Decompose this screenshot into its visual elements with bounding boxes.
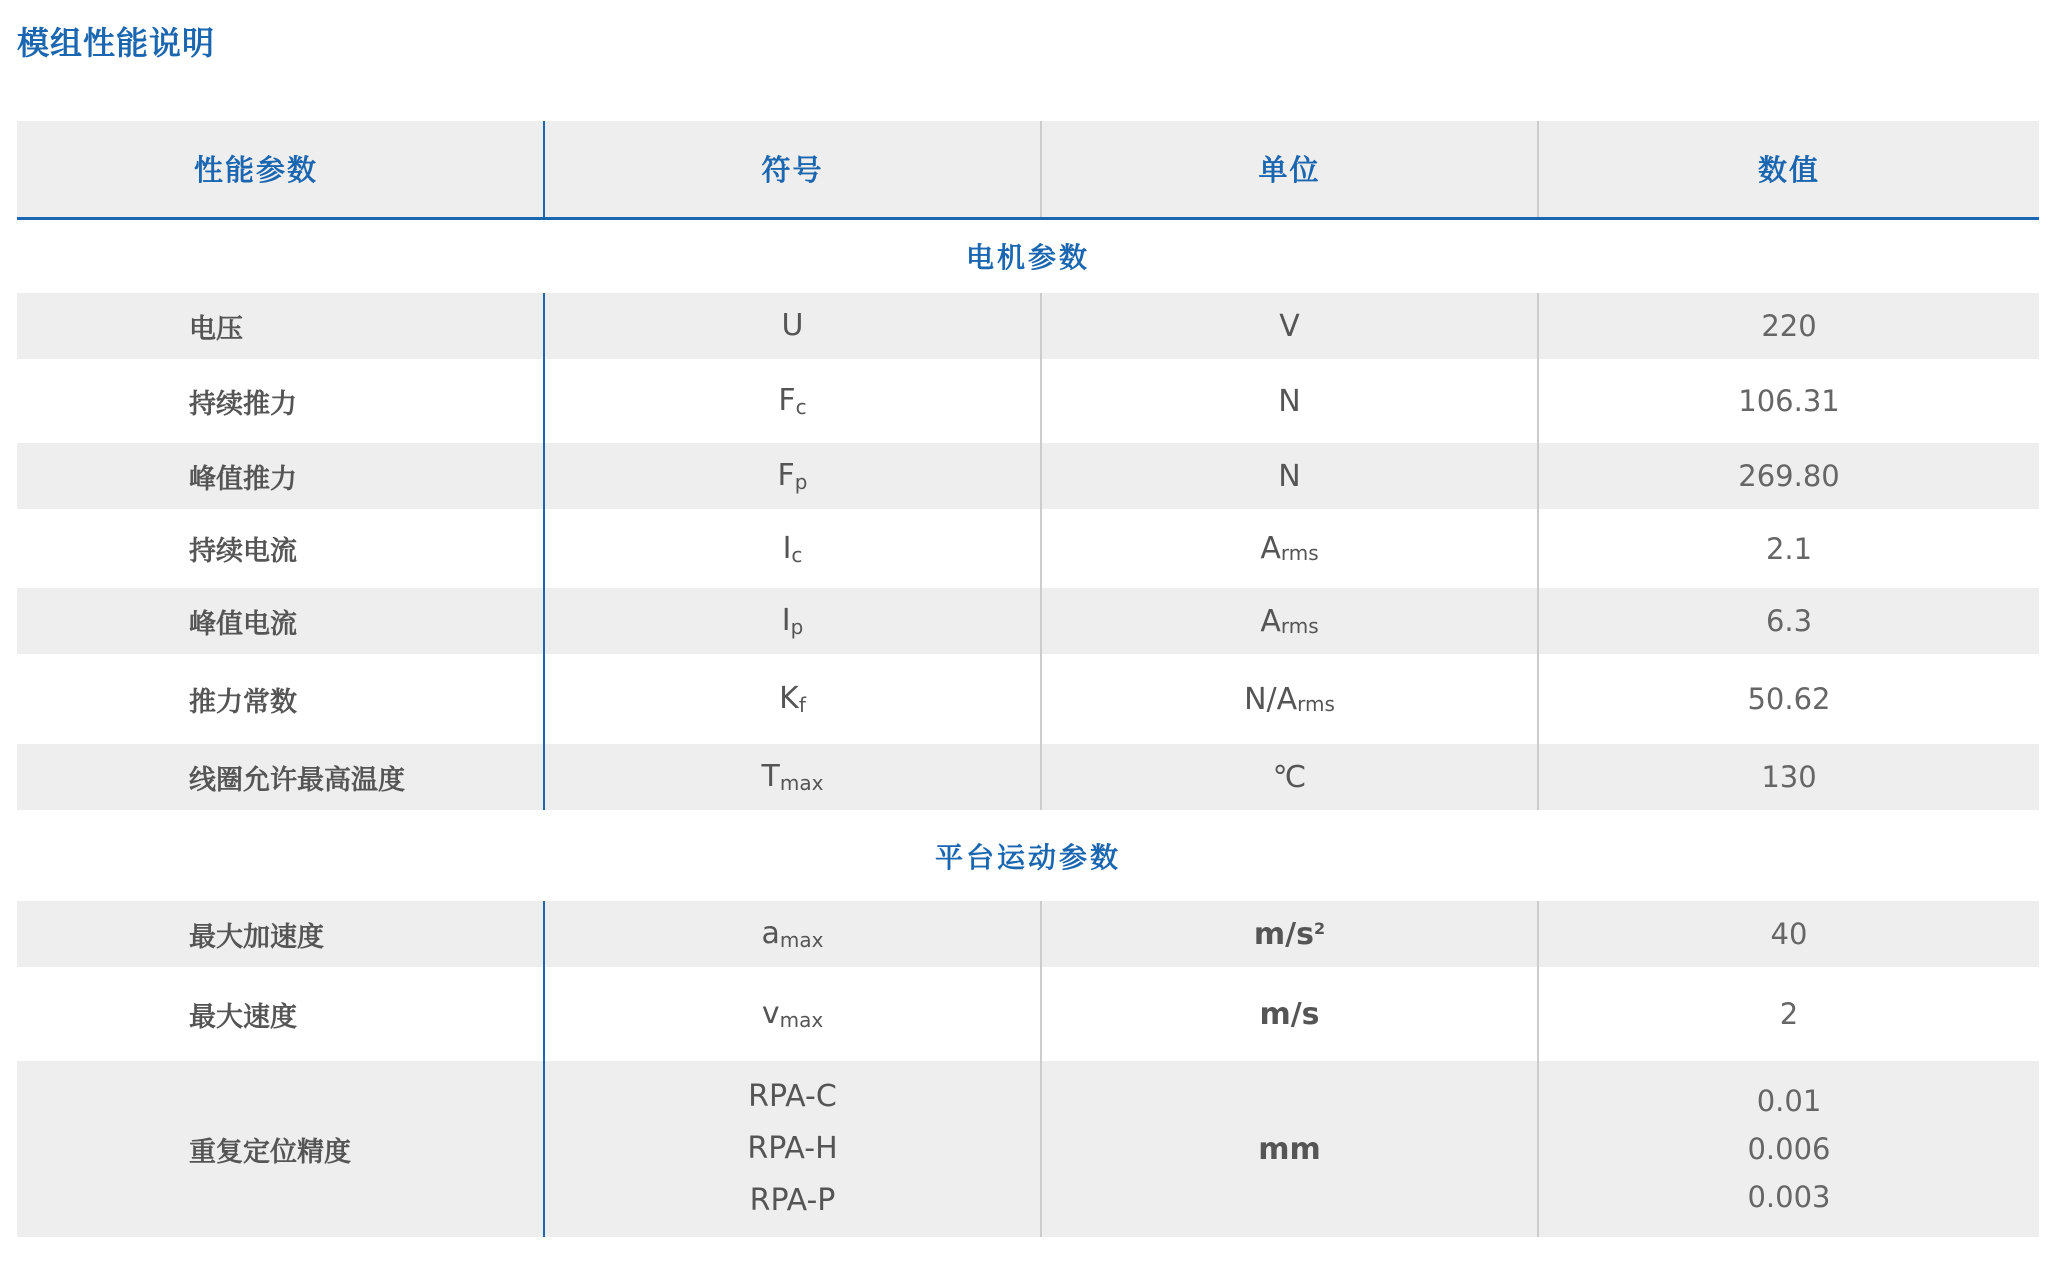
unit-main: N xyxy=(1278,383,1301,419)
symbol-cell xyxy=(544,443,1041,509)
unit-main: ℃ xyxy=(1272,759,1307,795)
section-title-motor: 电机参数 xyxy=(17,218,2039,293)
unit-cell xyxy=(1041,1061,1538,1237)
symbol-sub: max xyxy=(779,771,824,795)
symbol-cell xyxy=(544,744,1041,810)
unit-cell xyxy=(1041,509,1538,588)
unit-main: V xyxy=(1279,308,1300,344)
unit-cell xyxy=(1041,654,1538,744)
symbol-sub: c xyxy=(795,395,807,419)
symbol-cell xyxy=(544,359,1041,443)
param-label: 线圈允许最高温度 xyxy=(17,744,544,810)
unit-sub: rms xyxy=(1280,541,1319,565)
symbol-sub: p xyxy=(790,615,804,639)
table-row xyxy=(17,654,2039,744)
param-label: 峰值推力 xyxy=(17,443,544,509)
value-cell: 130 xyxy=(1538,744,2039,810)
unit-cell xyxy=(1041,744,1538,810)
unit-cell xyxy=(1041,588,1538,654)
param-label: 峰值电流 xyxy=(17,588,544,654)
value-cell: 50.62 xyxy=(1538,654,2039,744)
param-label: 重复定位精度 xyxy=(17,1061,544,1237)
symbol-sub: f xyxy=(798,693,806,717)
symbol-cell xyxy=(544,509,1041,588)
table-row xyxy=(17,901,2039,967)
value-stack xyxy=(1539,1077,2039,1221)
symbol-main: F xyxy=(778,383,796,418)
symbol-main: I xyxy=(782,530,792,566)
symbol-cell xyxy=(544,588,1041,654)
unit-main: m/s xyxy=(1259,996,1320,1032)
unit-main: A xyxy=(1260,603,1281,639)
table-row xyxy=(17,509,2039,588)
table-row xyxy=(17,967,2039,1061)
unit-cell xyxy=(1041,359,1538,443)
param-label: 最大加速度 xyxy=(17,901,544,967)
value-cell: 40 xyxy=(1538,901,2039,967)
param-label: 最大速度 xyxy=(17,967,544,1061)
unit-sub: rms xyxy=(1297,691,1335,716)
symbol-main: I xyxy=(781,603,791,638)
symbol-item: RPA-C xyxy=(748,1079,837,1114)
table-row xyxy=(17,588,2039,654)
unit-sup: 2 xyxy=(1313,918,1326,938)
symbol-main: U xyxy=(781,308,804,343)
header-unit: 单位 xyxy=(1041,121,1538,218)
unit-sub: rms xyxy=(1280,613,1319,638)
symbol-item: RPA-H xyxy=(747,1131,838,1166)
value-cell: 106.31 xyxy=(1538,359,2039,443)
value-cell: 2.1 xyxy=(1538,509,2039,588)
table-row xyxy=(17,1061,2039,1237)
unit-main: m/s xyxy=(1253,916,1314,952)
value-item: 0.003 xyxy=(1747,1180,1831,1214)
unit-main: mm xyxy=(1258,1131,1321,1167)
unit-cell xyxy=(1041,901,1538,967)
section-row-platform xyxy=(17,810,2039,901)
table-row xyxy=(17,359,2039,443)
value-item: 0.006 xyxy=(1747,1132,1831,1166)
symbol-sub: p xyxy=(794,470,808,494)
symbol-main: K xyxy=(779,681,799,716)
symbol-cell xyxy=(544,1061,1041,1237)
unit-main: A xyxy=(1260,531,1281,566)
symbol-main: F xyxy=(777,458,795,493)
param-label: 推力常数 xyxy=(17,654,544,744)
section-row-motor xyxy=(17,218,2039,293)
header-symbol: 符号 xyxy=(544,121,1041,218)
value-cell: 220 xyxy=(1538,293,2039,359)
unit-main: N xyxy=(1278,458,1301,494)
value-item: 0.01 xyxy=(1756,1084,1822,1118)
spec-table xyxy=(17,121,2039,1237)
table-header-row xyxy=(17,121,2039,218)
header-param: 性能参数 xyxy=(17,121,544,218)
header-value: 数值 xyxy=(1538,121,2039,218)
value-cell: 6.3 xyxy=(1538,588,2039,654)
param-label: 电压 xyxy=(17,293,544,359)
symbol-cell xyxy=(544,967,1041,1061)
param-label: 持续推力 xyxy=(17,359,544,443)
unit-cell xyxy=(1041,293,1538,359)
symbol-item: RPA-P xyxy=(749,1183,836,1218)
unit-main: N/A xyxy=(1244,681,1298,717)
symbol-main: v xyxy=(761,996,780,1031)
param-label: 持续电流 xyxy=(17,509,544,588)
unit-cell xyxy=(1041,443,1538,509)
table-row xyxy=(17,744,2039,810)
symbol-sub: max xyxy=(779,1008,824,1032)
unit-cell xyxy=(1041,967,1538,1061)
symbol-sub: c xyxy=(791,542,803,567)
section-title-platform: 平台运动参数 xyxy=(17,810,2039,901)
symbol-cell xyxy=(544,293,1041,359)
symbol-main: T xyxy=(761,759,780,794)
symbol-stack xyxy=(747,1071,837,1227)
table-row xyxy=(17,443,2039,509)
symbol-sub: max xyxy=(779,928,824,952)
value-cell: 2 xyxy=(1538,967,2039,1061)
value-cell xyxy=(1538,1061,2039,1237)
symbol-cell xyxy=(544,901,1041,967)
value-cell: 269.80 xyxy=(1538,443,2039,509)
page-title: 模组性能说明 xyxy=(17,24,216,62)
symbol-main: a xyxy=(761,916,780,951)
symbol-cell xyxy=(544,654,1041,744)
table-row xyxy=(17,293,2039,359)
